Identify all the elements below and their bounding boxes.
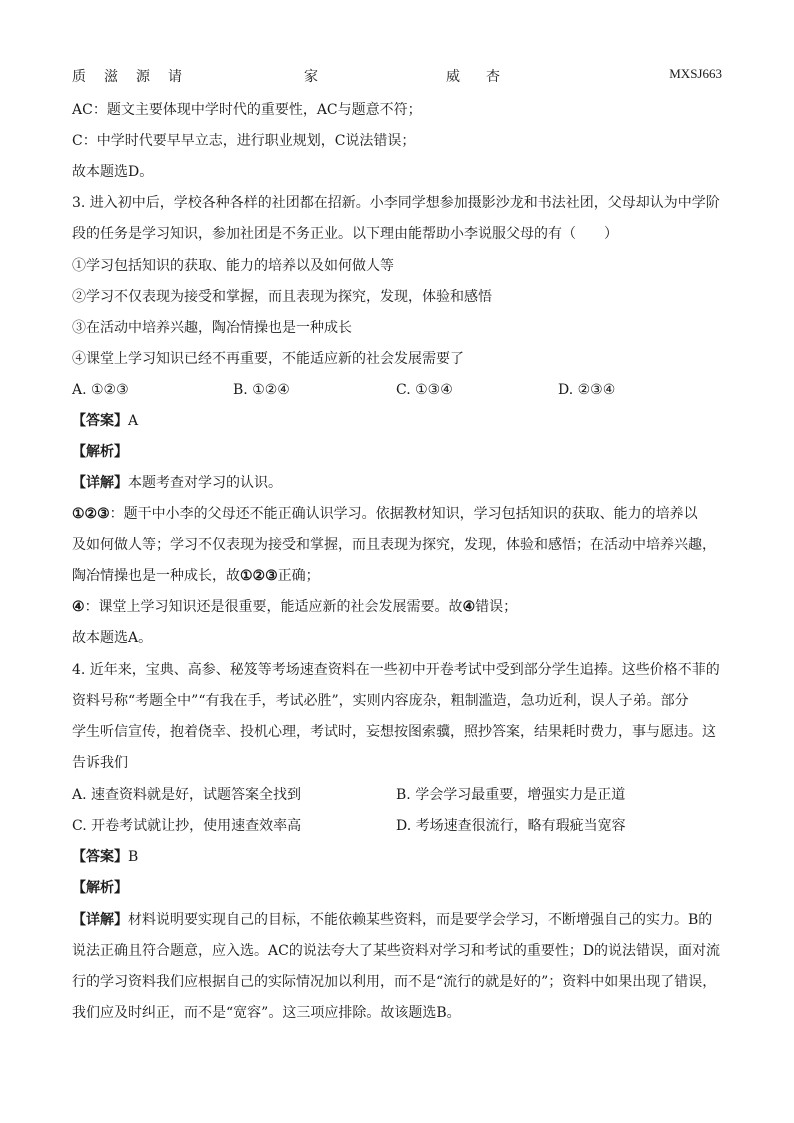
answer-value: B — [128, 849, 139, 865]
explanation-text: 材料说明要实现自己的目标，不能依赖某些资料，而是要学会学习，不断增强自己的实力。B的 — [128, 912, 713, 928]
q4-answer — [72, 847, 734, 867]
q4-option-d: D. 考场速查很流行，略有瑕疵当宽容 — [396, 818, 626, 834]
q3-stem-line: 3. 进入初中后，学校各种各样的社团都在招新。小李同学想参加摄影沙龙和书法社团，父母却认为中学阶 — [72, 195, 720, 211]
q4-stem-line: 学生听信宣传，抱着侥幸、投机心理，考试时，妄想按图索骥，照抄答案，结果耗时费力，事与愿违。这 — [72, 724, 716, 740]
q3-option-b: B. ①②④ — [233, 382, 290, 398]
header-char: 源 — [136, 69, 150, 85]
q4-stem-line: 资料号称“考题全中”“有我在手，考试必胜”，实则内容庞杂，粗制滥造，急功近利，误人子弟。部分 — [72, 693, 689, 709]
q3-statement: ①学习包括知识的获取、能力的培养以及如何做人等 — [72, 258, 394, 274]
q3-analysis-tag: 【解析】 — [72, 444, 128, 460]
header-char: 质 — [72, 69, 86, 85]
q3-detail — [72, 473, 734, 493]
header-code: MXSJ663 — [669, 66, 722, 81]
q3-statement: ③在活动中培养兴趣，陶冶情操也是一种成长 — [72, 320, 352, 336]
q4-explanation-line: 我们应及时纠正，而不是“宽容”。这三项应排除。故该题选B。 — [72, 1005, 461, 1021]
answer-tag: 【答案】 — [72, 413, 128, 429]
detail-tag: 【详解】 — [72, 475, 128, 491]
q4-explanation-line — [72, 910, 734, 930]
detail-tag: 【详解】 — [72, 912, 128, 928]
q2-explanation-line: C：中学时代要早早立志，进行职业规划，C说法错误； — [72, 133, 416, 149]
q3-statement: ④课堂上学习知识已经不再重要，不能适应新的社会发展需要了 — [72, 351, 464, 367]
statement-numbers: ①②③ — [240, 568, 278, 584]
q4-option-c: C. 开卷考试就让抄，使用速查效率高 — [72, 818, 302, 834]
q3-answer — [72, 411, 734, 431]
statement-numbers: ①②③ — [72, 506, 110, 522]
q3-option-c: C. ①③④ — [396, 382, 453, 398]
q3-explanation-line — [72, 504, 734, 524]
answer-tag: 【答案】 — [72, 849, 128, 865]
header-char: 杏 — [486, 69, 500, 85]
q3-option-d: D. ②③④ — [558, 382, 616, 398]
statement-numbers: ④ — [462, 599, 476, 615]
header-char: 滋 — [104, 69, 118, 85]
page-header — [72, 66, 722, 86]
q2-explanation-line: AC：题文主要体现中学时代的重要性，AC与题意不符； — [72, 102, 422, 118]
header-char: 家 — [304, 69, 318, 85]
header-char: 请 — [168, 69, 182, 85]
q4-stem-line: 告诉我们 — [72, 755, 128, 771]
q4-analysis-tag: 【解析】 — [72, 880, 128, 896]
answer-value: A — [128, 413, 139, 429]
q3-option-a: A. ①②③ — [72, 382, 129, 398]
q3-stem-line: 段的任务是学习知识，参加社团是不务正业。以下理由能帮助小李说服父母的有（ ） — [72, 226, 618, 242]
q2-conclusion: 故本题选D。 — [72, 164, 154, 180]
explanation-text: 陶冶情操也是一种成长，故 — [72, 568, 240, 584]
q4-explanation-line: 行的学习资料我们应根据自己的实际情况加以利用，而不是“流行的就是好的”；资料中如果出现了错误， — [72, 974, 717, 990]
explanation-text: 正确； — [277, 568, 320, 584]
q3-statement: ②学习不仅表现为接受和掌握，而且表现为探究，发现，体验和感悟 — [72, 289, 492, 305]
explanation-text: ：课堂上学习知识还是很重要，能适应新的社会发展需要。故 — [84, 599, 463, 615]
explanation-text: ：题干中小李的父母还不能正确认识学习。依据教材知识，学习包括知识的获取、能力的培养以 — [109, 506, 698, 522]
q4-explanation-line: 说法正确且符合题意，应入选。AC的说法夸大了某些资料对学习和考试的重要性；D的说法错误，面对流 — [72, 943, 721, 959]
q4-option-b: B. 学会学习最重要，增强实力是正道 — [396, 787, 626, 803]
detail-text: 本题考查对学习的认识。 — [128, 475, 282, 491]
explanation-text: 错误； — [475, 599, 518, 615]
statement-numbers: ④ — [72, 599, 85, 615]
q3-explanation-line: 及如何做人等；学习不仅表现为接受和掌握，而且表现为探究，发现，体验和感悟；在活动中培养兴趣， — [72, 537, 716, 553]
q3-explanation-line — [72, 597, 734, 617]
q4-option-a: A. 速查资料就是好，试题答案全找到 — [72, 787, 302, 803]
q4-stem-line: 4. 近年来，宝典、高参、秘笈等考场速查资料在一些初中开卷考试中受到部分学生追捧。这些价格不菲的 — [72, 662, 720, 678]
q3-conclusion: 故本题选A。 — [72, 630, 153, 646]
header-char: 威 — [446, 69, 460, 85]
q3-explanation-line — [72, 566, 734, 586]
